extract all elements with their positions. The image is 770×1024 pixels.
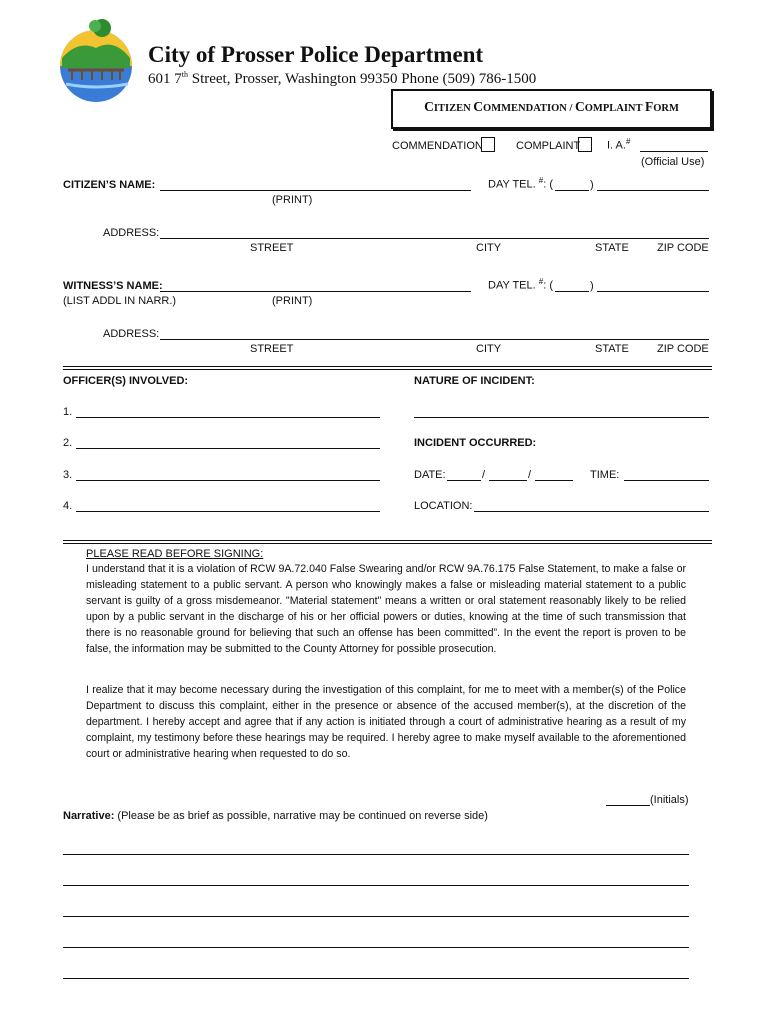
time-field[interactable] xyxy=(624,480,709,481)
citizen-tel-field[interactable] xyxy=(597,190,709,191)
notice-paragraph-2: I realize that it may become necessary during the investigation of this complaint, for me to meet with a member(s) of the Police Department to discuss this complaint, either in the presence or absence of the accused member(s), at the discretion of the department. I hereby accept and agree that if any action is initiated through a court of administrative hearing as a result of my complaint, my testimony before these hearings may be required. I hereby agree to make myself available to the aforementioned court or administrative hearing when requested to do so. xyxy=(86,684,686,760)
complaint-checkbox[interactable] xyxy=(578,137,592,152)
narrative-line-1[interactable] xyxy=(63,854,689,855)
citizen-state-label: STATE xyxy=(595,242,629,254)
citizen-address-label: ADDRESS: xyxy=(103,227,160,239)
citizen-city-label: CITY xyxy=(476,242,502,254)
section-divider-2 xyxy=(63,369,712,370)
officer-3-label: 3. xyxy=(63,469,73,481)
officer-4-field[interactable] xyxy=(76,511,380,512)
narrative-label: Narrative: (Please be as brief as possible, narrative may be continued on reverse side) xyxy=(63,810,488,822)
commendation-label: COMMENDATION xyxy=(392,140,483,152)
date-day-field[interactable] xyxy=(489,480,527,481)
witness-city-label: CITY xyxy=(476,343,502,355)
official-use-label: (Official Use) xyxy=(641,156,705,168)
date-slash-2: / xyxy=(528,469,532,481)
ia-label: I. A.# xyxy=(607,137,631,152)
officer-3-field[interactable] xyxy=(76,480,380,481)
witness-tel-area-field[interactable] xyxy=(555,291,589,292)
witness-print-label: (PRINT) xyxy=(272,295,313,307)
narrative-line-2[interactable] xyxy=(63,885,689,886)
notice-divider-2 xyxy=(63,543,712,544)
time-label: TIME: xyxy=(590,469,620,481)
citizen-tel-paren: ) xyxy=(590,179,594,191)
citizen-day-tel-label: DAY TEL. #: ( xyxy=(488,176,553,191)
officers-heading: OFFICER(S) INVOLVED: xyxy=(63,375,189,387)
location-field[interactable] xyxy=(474,511,709,512)
incident-occurred-label: INCIDENT OCCURRED: xyxy=(414,437,537,449)
date-year-field[interactable] xyxy=(535,480,573,481)
witness-day-tel-label: DAY TEL. #: ( xyxy=(488,277,553,292)
nature-of-incident-field[interactable] xyxy=(414,417,709,418)
witness-name-label: WITNESS’S NAME: xyxy=(63,280,163,292)
citizen-zip-label: ZIP CODE xyxy=(657,242,709,254)
narrative-line-4[interactable] xyxy=(63,947,689,948)
witness-state-label: STATE xyxy=(595,343,629,355)
city-logo xyxy=(58,18,138,104)
citizen-tel-area-field[interactable] xyxy=(555,190,589,191)
form-title: CITIZEN COMMENDATION / COMPLAINT FORM xyxy=(424,99,679,114)
officer-2-field[interactable] xyxy=(76,448,380,449)
department-title: City of Prosser Police Department xyxy=(148,42,484,67)
witness-name-field[interactable] xyxy=(160,291,471,292)
notice-paragraph-1: I understand that it is a violation of RCW 9A.72.040 False Swearing and/or RCW 9A.76.175 False Statement, to make a false or misleading statement to a public servant. A person who knowingly makes a false or misleading material statement to a public servant is guilty of a gross misdemeanor. "Material statement" means a written or oral statement reasonably likely to be relied upon by a public servant in the discharge of his or her official powers or duties, knowing at the time of such transmission that there is no reasonable ground for believing that such an offense has been committed”. In the event the report is proven to be false, the information may be submitted to the County Attorney for possible prosecution. xyxy=(86,563,686,655)
officer-1-label: 1. xyxy=(63,406,73,418)
date-slash-1: / xyxy=(482,469,486,481)
notice-heading: PLEASE READ BEFORE SIGNING: xyxy=(86,548,264,560)
complaint-label: COMPLAINT xyxy=(516,140,581,152)
citizen-address-field[interactable] xyxy=(160,238,709,239)
date-month-field[interactable] xyxy=(447,480,481,481)
citizen-street-label: STREET xyxy=(250,242,294,254)
initials-label: (Initials) xyxy=(650,794,689,806)
officer-2-label: 2. xyxy=(63,437,73,449)
commendation-checkbox[interactable] xyxy=(481,137,495,152)
witness-list-addl-label: (LIST ADDL IN NARR.) xyxy=(63,295,177,307)
witness-tel-field[interactable] xyxy=(597,291,709,292)
citizen-print-label: (PRINT) xyxy=(272,194,313,206)
officer-1-field[interactable] xyxy=(76,417,380,418)
initials-field[interactable] xyxy=(606,805,650,806)
witness-zip-label: ZIP CODE xyxy=(657,343,709,355)
witness-address-field[interactable] xyxy=(160,339,709,340)
section-divider xyxy=(63,366,712,367)
narrative-line-3[interactable] xyxy=(63,916,689,917)
nature-of-incident-label: NATURE OF INCIDENT: xyxy=(414,375,535,387)
department-address: 601 7th Street, Prosser, Washington 99350 Phone (509) 786-1500 xyxy=(148,70,537,87)
witness-tel-paren: ) xyxy=(590,280,594,292)
ia-field[interactable] xyxy=(640,151,708,152)
location-label: LOCATION: xyxy=(414,500,473,512)
notice-divider xyxy=(63,540,712,541)
witness-street-label: STREET xyxy=(250,343,294,355)
citizen-name-field[interactable] xyxy=(160,190,471,191)
citizen-name-label: CITIZEN’S NAME: xyxy=(63,179,156,191)
officer-4-label: 4. xyxy=(63,500,73,512)
narrative-line-5[interactable] xyxy=(63,978,689,979)
witness-address-label: ADDRESS: xyxy=(103,328,160,340)
date-label: DATE: xyxy=(414,469,446,481)
